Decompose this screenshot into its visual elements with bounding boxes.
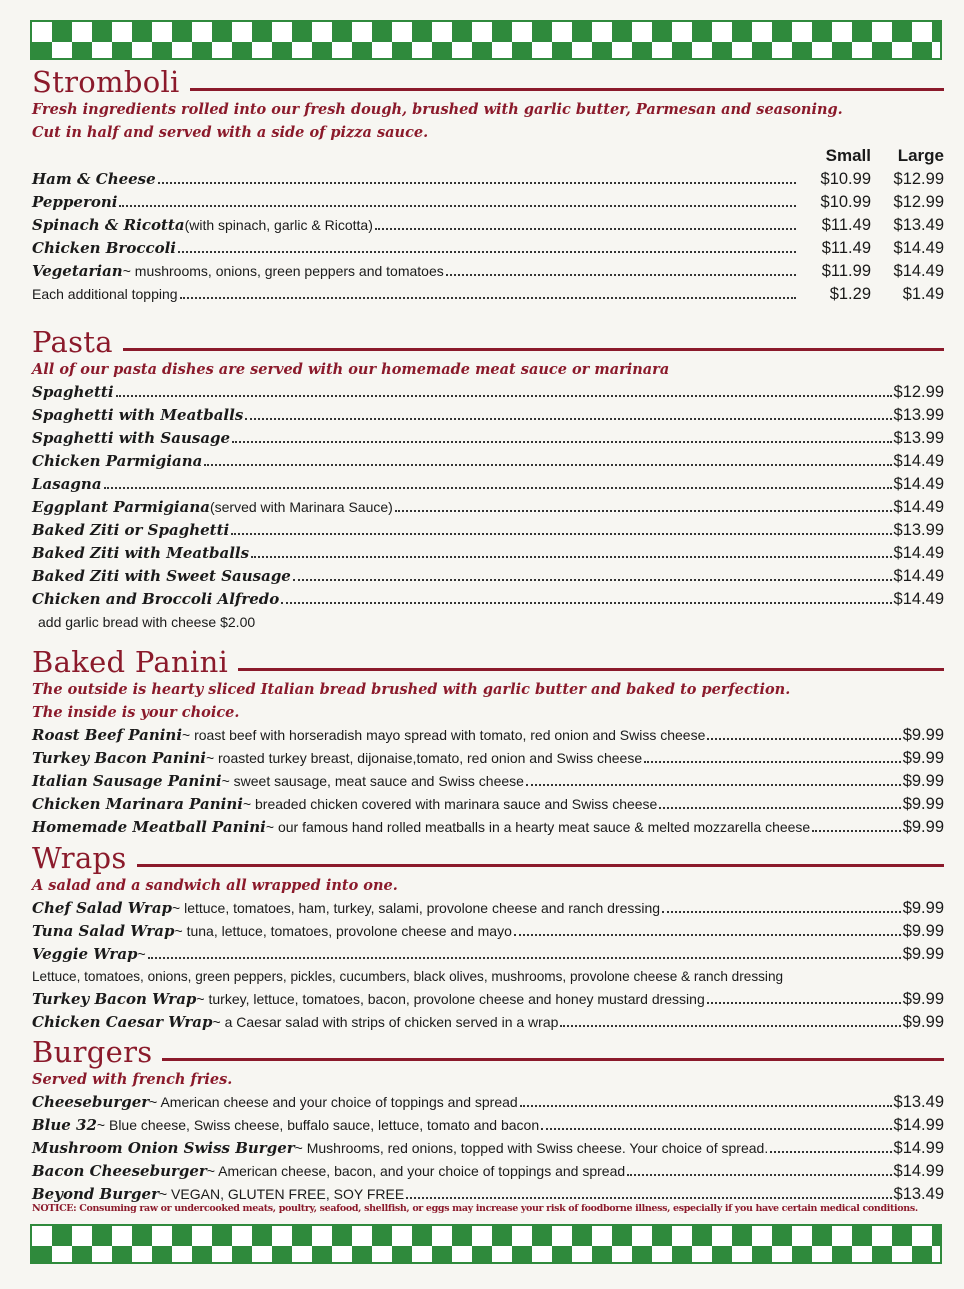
leader-dots	[395, 510, 892, 512]
leader-dots	[251, 556, 891, 558]
item-price: $13.99	[893, 429, 944, 447]
price-small: $10.99	[820, 193, 871, 211]
menu-item	[32, 770, 944, 793]
veggie-wrap-ingredients: Lettuce, tomatoes, onions, green peppers, pickles, cucumbers, black olives, mushrooms, provolone cheese & ranch dressing	[32, 969, 784, 984]
item-description: ~ sweet sausage, meat sauce and Swiss cheese	[221, 773, 524, 789]
item-name: Chef Salad Wrap	[32, 899, 173, 917]
item-description: ~ mushrooms, onions, green peppers and tomatoes	[122, 263, 444, 279]
menu-item	[32, 816, 944, 839]
item-name: Chicken Parmigiana	[32, 452, 203, 470]
price-small: $11.49	[821, 239, 871, 257]
leader-dots	[180, 297, 796, 299]
leader-dots	[104, 487, 892, 489]
checker-border-bottom	[30, 1224, 942, 1264]
item-prices	[798, 168, 944, 191]
leader-dots	[770, 1151, 891, 1153]
item-name: Veggie Wrap	[32, 945, 138, 963]
section-rule	[238, 668, 944, 671]
item-name: Spaghetti with Meatballs	[32, 406, 244, 424]
item-description: ~ roast beef with horseradish mayo spread with tomato, red onion and Swiss cheese	[182, 727, 706, 743]
item-description: ~ tuna, lettuce, tomatoes, provolone cheese and mayo	[174, 923, 512, 939]
item-price: $14.49	[893, 475, 944, 493]
item-description: ~ VEGAN, GLUTEN FREE, SOY FREE	[158, 1186, 405, 1202]
price-large: $12.99	[893, 193, 944, 211]
section-header	[32, 840, 944, 874]
item-name: Beyond Burger	[32, 1185, 159, 1203]
section-title: Pasta	[32, 325, 113, 359]
item-description: ~ American cheese, bacon, and your choice of toppings and spread	[206, 1163, 626, 1179]
section-title: Burgers	[32, 1035, 153, 1069]
section-description: Served with french fries.	[32, 1071, 233, 1088]
item-name: Blue 32	[32, 1116, 97, 1134]
leader-dots	[116, 395, 892, 397]
item-name: Roast Beef Panini	[32, 726, 183, 744]
leader-dots	[232, 441, 891, 443]
checker-border-top	[30, 20, 942, 60]
leader-dots	[204, 464, 891, 466]
item-price: $13.49	[893, 1093, 944, 1111]
menu-item	[32, 450, 944, 473]
col-large: Large	[897, 146, 944, 165]
section-description: The inside is your choice.	[32, 704, 240, 721]
leader-dots	[178, 251, 796, 253]
item-price: $13.49	[893, 1185, 944, 1203]
item-name: Italian Sausage Panini	[32, 772, 222, 790]
menu-item	[32, 381, 944, 404]
menu-item	[32, 1091, 944, 1114]
section-description: A salad and a sandwich all wrapped into one.	[32, 877, 398, 894]
price-small: $10.99	[820, 170, 871, 188]
item-name: Chicken and Broccoli Alfredo	[32, 590, 280, 608]
item-description: Each additional topping	[32, 286, 178, 302]
item-name: Baked Ziti with Meatballs	[32, 544, 250, 562]
item-name: Chicken Broccoli	[32, 239, 176, 257]
leader-dots	[245, 418, 891, 420]
leader-dots	[627, 1174, 891, 1176]
item-price: $9.99	[902, 922, 944, 940]
leader-dots	[514, 934, 901, 936]
menu-item	[32, 1137, 944, 1160]
section-rule	[162, 1058, 944, 1061]
item-price: $9.99	[902, 990, 944, 1008]
item-description: ~ breaded chicken covered with marinara sauce and Swiss cheese	[242, 796, 658, 812]
leader-dots	[659, 807, 900, 809]
item-description: ~ turkey, lettuce, tomatoes, bacon, provolone cheese and honey mustard dressing	[196, 991, 705, 1007]
menu-item	[32, 1160, 944, 1183]
menu-item	[32, 897, 944, 920]
menu-item	[32, 191, 944, 214]
price-small: $11.49	[821, 216, 871, 234]
section-rule	[137, 864, 944, 867]
item-description: ~ American cheese and your choice of toppings and spread	[149, 1094, 518, 1110]
item-name: Homemade Meatball Panini	[32, 818, 266, 836]
item-price: $13.99	[893, 406, 944, 424]
section-header	[32, 644, 944, 678]
food-safety-notice: NOTICE: Consuming raw or undercooked meats, poultry, seafood, shellfish, or eggs may increase your risk of foodborne illness, especially if you have certain medical conditions.	[32, 1203, 918, 1214]
item-price: $12.99	[893, 383, 944, 401]
item-description: ~ roasted turkey breast, dijonaise,tomato, red onion and Swiss cheese	[205, 750, 643, 766]
leader-dots	[560, 1025, 900, 1027]
section-title: Stromboli	[32, 65, 180, 99]
item-name: Ham & Cheese	[32, 170, 156, 188]
item-price: $9.99	[902, 1013, 944, 1031]
size-column-headers	[32, 144, 944, 168]
item-name: Baked Ziti or Spaghetti	[32, 521, 230, 539]
item-price: $14.49	[893, 544, 944, 562]
section-wraps	[32, 840, 944, 1034]
leader-dots	[707, 738, 900, 740]
section-description: Fresh ingredients rolled into our fresh dough, brushed with garlic butter, Parmesan and seasoning.	[32, 101, 843, 118]
menu-item	[32, 1114, 944, 1137]
menu-item	[32, 542, 944, 565]
item-description: ~ our famous hand rolled meatballs in a hearty meat sauce & melted mozzarella cheese	[265, 819, 811, 835]
item-price: $14.99	[893, 1139, 944, 1157]
item-name: Vegetarian	[32, 262, 123, 280]
item-prices	[798, 214, 944, 237]
leader-dots	[526, 784, 901, 786]
leader-dots	[406, 1197, 891, 1199]
section-title: Wraps	[32, 841, 127, 875]
menu-item	[32, 473, 944, 496]
item-name: Chicken Caesar Wrap	[32, 1013, 213, 1031]
leader-dots	[231, 533, 891, 535]
section-stromboli	[32, 64, 944, 306]
item-price: $14.49	[893, 590, 944, 608]
item-price: $9.99	[902, 945, 944, 963]
item-price: $14.99	[893, 1116, 944, 1134]
leader-dots	[375, 228, 796, 230]
leader-dots	[119, 205, 796, 207]
item-prices	[798, 191, 944, 214]
leader-dots	[281, 602, 891, 604]
section-description: All of our pasta dishes are served with our homemade meat sauce or marinara	[32, 361, 670, 378]
leader-dots	[158, 182, 796, 184]
item-price: $9.99	[902, 899, 944, 917]
menu-item	[32, 404, 944, 427]
item-price: $14.49	[893, 498, 944, 516]
menu-item	[32, 565, 944, 588]
section-pasta	[32, 324, 944, 633]
section-header	[32, 1034, 944, 1068]
section-description: Cut in half and served with a side of pizza sauce.	[32, 124, 429, 141]
leader-dots	[707, 1002, 901, 1004]
item-name: Spinach & Ricotta	[32, 216, 185, 234]
menu-item	[32, 724, 944, 747]
menu-item	[32, 793, 944, 816]
price-large: $12.99	[893, 170, 944, 188]
price-large: $14.49	[893, 262, 944, 280]
item-description: ~	[137, 946, 146, 962]
section-title: Baked Panini	[32, 645, 229, 679]
item-name: Pepperoni	[32, 193, 118, 211]
leader-dots	[644, 761, 901, 763]
item-prices	[798, 260, 944, 283]
section-rule	[123, 348, 944, 351]
item-name: Spaghetti with Sausage	[32, 429, 231, 447]
leader-dots	[293, 579, 892, 581]
item-name: Baked Ziti with Sweet Sausage	[32, 567, 291, 585]
garlic-bread-note: add garlic bread with cheese $2.00	[38, 614, 256, 630]
item-description: (with spinach, garlic & Ricotta)	[184, 217, 373, 233]
item-description: (served with Marinara Sauce)	[209, 499, 393, 515]
price-large: $13.49	[893, 216, 944, 234]
item-name: Mushroom Onion Swiss Burger	[32, 1139, 295, 1157]
section-header	[32, 324, 944, 358]
menu-item	[32, 260, 944, 283]
item-name: Turkey Bacon Wrap	[32, 990, 197, 1008]
leader-dots	[541, 1128, 891, 1130]
leader-dots	[446, 274, 796, 276]
menu-item	[32, 588, 944, 611]
section-burgers	[32, 1034, 944, 1206]
section-panini	[32, 644, 944, 839]
item-price: $13.99	[893, 521, 944, 539]
item-name: Chicken Marinara Panini	[32, 795, 243, 813]
menu-item	[32, 496, 944, 519]
menu-item	[32, 988, 944, 1011]
leader-dots	[662, 911, 901, 913]
item-name: Spaghetti	[32, 383, 114, 401]
item-prices	[798, 237, 944, 260]
item-price: $9.99	[902, 795, 944, 813]
menu-item	[32, 237, 944, 260]
item-description: ~ lettuce, tomatoes, ham, turkey, salami, provolone cheese and ranch dressing	[172, 900, 661, 916]
item-name: Bacon Cheeseburger	[32, 1162, 207, 1180]
leader-dots	[812, 830, 900, 832]
item-price: $9.99	[902, 772, 944, 790]
item-name: Lasagna	[32, 475, 102, 493]
price-large: $14.49	[893, 239, 944, 257]
item-price: $9.99	[902, 749, 944, 767]
price-large: $1.49	[902, 285, 944, 303]
item-description: ~ a Caesar salad with strips of chicken served in a wrap	[212, 1014, 559, 1030]
section-description: The outside is hearty sliced Italian bread brushed with garlic butter and baked to perfection.	[32, 681, 791, 698]
item-name: Eggplant Parmigiana	[32, 498, 210, 516]
item-prices	[798, 283, 944, 306]
item-price: $9.99	[902, 818, 944, 836]
menu-item	[32, 214, 944, 237]
item-price: $14.99	[893, 1162, 944, 1180]
menu-item	[32, 519, 944, 542]
section-header	[32, 64, 944, 98]
item-name: Tuna Salad Wrap	[32, 922, 175, 940]
leader-dots	[520, 1105, 892, 1107]
price-small: $11.99	[821, 262, 871, 280]
menu-item	[32, 747, 944, 770]
menu-item	[32, 283, 944, 306]
price-small: $1.29	[829, 285, 871, 303]
section-rule	[190, 88, 944, 91]
menu-item	[32, 920, 944, 943]
col-small: Small	[825, 146, 871, 165]
item-price: $14.49	[893, 452, 944, 470]
menu-item	[32, 427, 944, 450]
item-name: Turkey Bacon Panini	[32, 749, 206, 767]
item-name: Cheeseburger	[32, 1093, 150, 1111]
item-description: ~ Blue cheese, Swiss cheese, buffalo sauce, lettuce, tomato and bacon	[96, 1117, 540, 1133]
item-price: $9.99	[902, 726, 944, 744]
menu-item	[32, 168, 944, 191]
leader-dots	[148, 957, 901, 959]
menu-item	[32, 1011, 944, 1034]
item-price: $14.49	[893, 567, 944, 585]
item-description: ~ Mushrooms, red onions, topped with Swiss cheese. Your choice of spread.	[294, 1140, 769, 1156]
menu-item	[32, 943, 944, 966]
